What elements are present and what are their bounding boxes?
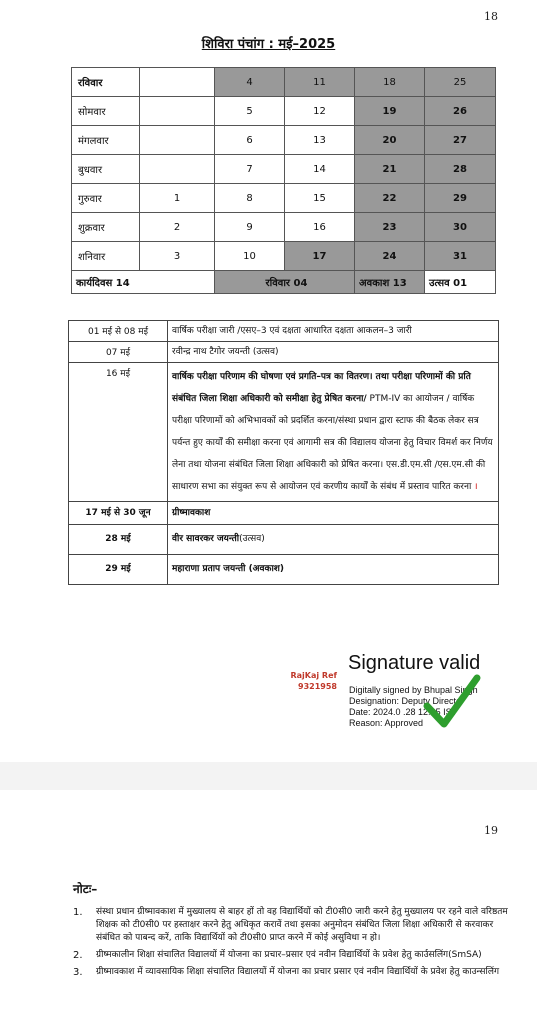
notes-list <box>60 906 510 983</box>
calendar-date-cell: 9 <box>215 213 285 242</box>
calendar-date-cell: 5 <box>215 97 285 126</box>
event-row <box>69 321 499 342</box>
calendar-date-cell: 7 <box>215 155 285 184</box>
digital-signature-stamp <box>282 652 532 742</box>
weekday-label: मंगलवार <box>72 126 140 155</box>
calendar-date-cell: 14 <box>285 155 355 184</box>
page-number: 19 <box>484 824 498 837</box>
calendar-date-cell: 1 <box>140 184 215 213</box>
weekday-label: शनिवार <box>72 242 140 271</box>
event-text: महाराणा प्रताप जयन्ती (अवकाश) <box>168 555 499 585</box>
weekday-label: रविवार <box>72 68 140 97</box>
page-title: शिविरा पंचांग : मई–2025 <box>201 37 336 52</box>
calendar-date-cell: 22 <box>355 184 425 213</box>
calendar-date-cell: 25 <box>425 68 496 97</box>
calendar-date-cell: 28 <box>425 155 496 184</box>
event-text: वीर सावरकर जयन्ती(उत्सव) <box>168 525 499 555</box>
calendar-date-cell: 19 <box>355 97 425 126</box>
calendar-date-cell: 8 <box>215 184 285 213</box>
calendar-row <box>72 184 496 213</box>
note-item: 2. ग्रीष्मकालीन शिक्षा संचालित विद्यालयों में योजना का प्रचार–प्रसार एवं नवीन विद्यार्थियों के प्रवेश हेतु कार्उसलिंग(SmSA) <box>73 950 482 961</box>
calendar-date-cell: 3 <box>140 242 215 271</box>
weekday-label: बुधवार <box>72 155 140 184</box>
holidays-count: अवकाश 13 <box>355 271 425 294</box>
calendar-date-cell <box>140 68 215 97</box>
event-row <box>69 342 499 363</box>
calendar-date-cell: 29 <box>425 184 496 213</box>
calendar-date-cell: 6 <box>215 126 285 155</box>
checkmark-icon <box>422 672 482 732</box>
event-text: वार्षिक परीक्षा जारी /एसए–3 एवं दक्षता आधारित दक्षता आकलन–3 जारी <box>168 321 499 342</box>
calendar-row <box>72 213 496 242</box>
event-row <box>69 502 499 525</box>
event-row <box>69 525 499 555</box>
calendar-date-cell: 18 <box>355 68 425 97</box>
calendar-date-cell <box>140 126 215 155</box>
calendar-row <box>72 155 496 184</box>
page-number: 18 <box>484 10 498 23</box>
weekday-label: शुक्रवार <box>72 213 140 242</box>
calendar-date-cell: 24 <box>355 242 425 271</box>
rajkaj-reference: RajKaj Ref 9321958 <box>290 671 337 691</box>
signature-valid-title: Signature valid <box>348 652 481 674</box>
calendar-date-cell <box>140 155 215 184</box>
event-date: 07 मई <box>69 342 168 363</box>
events-table <box>68 320 499 585</box>
event-date: 17 मई से 30 जून <box>69 502 168 525</box>
event-date: 28 मई <box>69 525 168 555</box>
note-heading: नोटः– <box>73 882 98 896</box>
calendar-row <box>72 97 496 126</box>
event-date: 16 मई <box>69 363 168 502</box>
festivals-count: उत्सव 01 <box>425 271 496 294</box>
working-days-count: कार्यदिवस 14 <box>72 271 215 294</box>
event-text: रवीन्द्र नाथ टैगोर जयन्ती (उत्सव) <box>168 342 499 363</box>
note-item: 3. ग्रीष्मावकाश में व्यावसायिक शिक्षा संचालित विद्यालयों में योजना का प्रचार प्रसार एवं नवीन विद्यार्थियों के प्रवेश हेतु काउन्सलिंग <box>73 967 500 978</box>
event-text: वार्षिक परीक्षा परिणाम की घोषणा एवं प्रगति–पत्र का वितरण। तथा परीक्षा परिणामों की प्रति संबंधित जिला शिक्षा अधिकारी को समीक्षा हेतु प्रेषित करना/ PTM-IV का आयोजन / वार्षिक परीक्षा परिणामों को अभिभावकों को प्रदर्शित करना/संस्था प्रधान द्वारा स्टाफ की बैठक लेकर सत्र पर्यन्त हुए कार्यों की समीक्षा करना एवं आगामी सत्र की विद्यालय योजना हेतु विचार विमर्श कर निर्णय लेना तथा योजना संबंधित जिला शिक्षा अधिकारी को प्रेषित करना। एस.डी.एम.सी /एस.एम.सी की साधारण सभा का संयुक्त रूप से आयोजन एवं करणीय कार्यों के संबंध में प्रस्ताव पारित करना । <box>168 363 499 502</box>
calendar-date-cell: 2 <box>140 213 215 242</box>
calendar-date-cell: 31 <box>425 242 496 271</box>
event-row <box>69 555 499 585</box>
calendar-date-cell: 20 <box>355 126 425 155</box>
document-page-19 <box>0 790 537 1024</box>
sundays-count: रविवार 04 <box>215 271 355 294</box>
calendar-date-cell: 17 <box>285 242 355 271</box>
note-item: 1. संस्था प्रधान ग्रीष्मावकाश में मुख्यालय से बाहर हों तो वह विद्यार्थियों को टी0सी0 जारी करने हेतु मुख्यालय पर रहने वाले वरिष्ठतम शिक्षक को टी0सी0 पर हस्ताक्षर करने हेतु अधिकृत करावें तथा इसका अनुमोदन संबंधित जिला शिक्षा अधिकारी से करवाकर संबंधित को पाबन्द करें, ताकि विद्यार्थियों को टी0सी0 प्राप्त करने में कोई असुविधा न हो। <box>73 907 508 943</box>
calendar-date-cell: 10 <box>215 242 285 271</box>
signature-details: Digitally signed by Bhupal Singh Designation: Deputy Director Date: 2024.0 .28 12:35 IST Reason: Approved <box>349 685 478 728</box>
calendar-row <box>72 242 496 271</box>
calendar-date-cell <box>140 97 215 126</box>
calendar-date-cell: 11 <box>285 68 355 97</box>
weekday-label: गुरुवार <box>72 184 140 213</box>
calendar-date-cell: 23 <box>355 213 425 242</box>
calendar-date-cell: 26 <box>425 97 496 126</box>
weekday-label: सोमवार <box>72 97 140 126</box>
calendar-date-cell: 27 <box>425 126 496 155</box>
calendar-table <box>71 67 496 294</box>
calendar-date-cell: 12 <box>285 97 355 126</box>
event-text: ग्रीष्मावकाश <box>168 502 499 525</box>
calendar-date-cell: 21 <box>355 155 425 184</box>
calendar-date-cell: 15 <box>285 184 355 213</box>
calendar-date-cell: 16 <box>285 213 355 242</box>
calendar-row <box>72 126 496 155</box>
event-row <box>69 363 499 502</box>
calendar-date-cell: 30 <box>425 213 496 242</box>
calendar-row <box>72 68 496 97</box>
event-date: 01 मई से 08 मई <box>69 321 168 342</box>
calendar-summary-row <box>72 271 496 294</box>
calendar-date-cell: 4 <box>215 68 285 97</box>
calendar-date-cell: 13 <box>285 126 355 155</box>
event-date: 29 मई <box>69 555 168 585</box>
